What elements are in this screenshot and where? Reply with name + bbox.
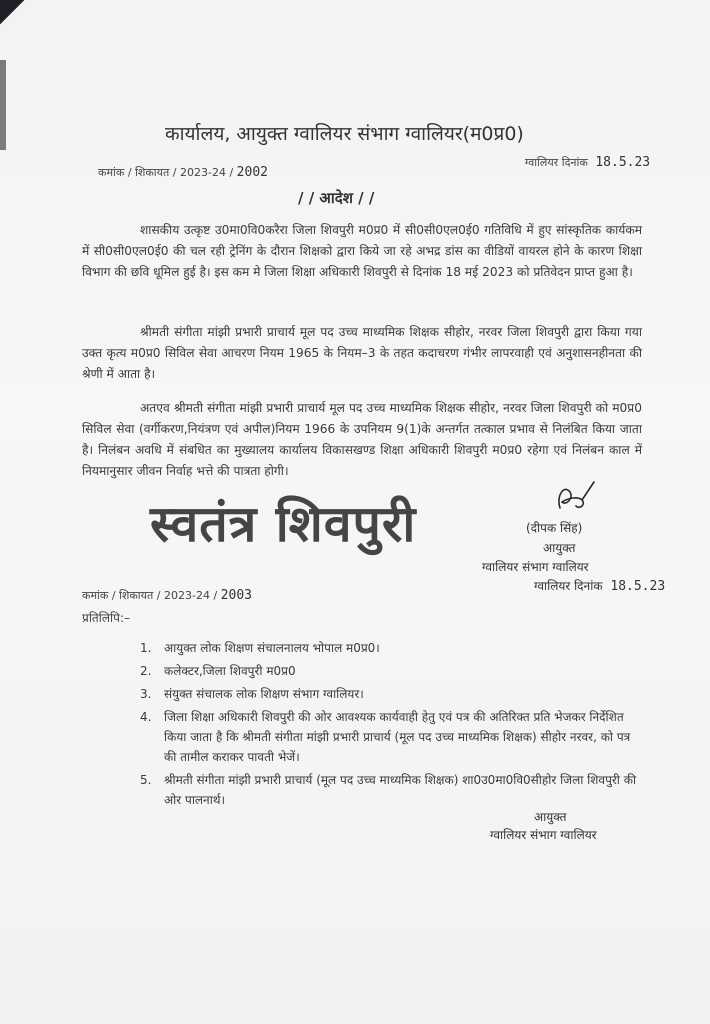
signatory-role: आयुक्त (543, 541, 576, 555)
list-item-number: 2. (140, 664, 152, 678)
signature-handwritten-date: 18.5.23 (610, 579, 666, 594)
signature-date-label: ग्वालियर दिनांक (534, 579, 603, 593)
copy-reference-number (82, 588, 252, 603)
copy-reference-label: कमांक / शिकायत / 2023-24 / (82, 589, 218, 602)
list-item-text: संयुक्त संचालक लोक शिक्षण संभाग ग्वालियर। (164, 687, 364, 701)
scan-edge-mark (0, 0, 40, 40)
reference-number (98, 165, 268, 180)
order-heading: / / आदेश / / (298, 189, 375, 207)
signatory-office: ग्वालियर संभाग ग्वालियर (482, 560, 589, 574)
list-item (140, 707, 640, 767)
watermark-overlay: स्वतंत्र शिवपुरी (150, 495, 417, 553)
copy-recipient-list (140, 630, 640, 810)
scan-edge-strip (0, 60, 6, 150)
list-item-number: 4. (140, 710, 152, 724)
list-item (140, 661, 640, 681)
handwritten-signature (552, 478, 602, 518)
reference-label: कमांक / शिकायत / 2023-24 / (98, 166, 234, 179)
office-title: कार्यालय, आयुक्त ग्वालियर संभाग ग्वालियर(म0प्र0) (165, 123, 524, 145)
list-item-number: 1. (140, 641, 152, 655)
issue-date (525, 155, 650, 170)
signature-date (534, 577, 665, 594)
list-item-text: आयुक्त लोक शिक्षण संचालनालय भोपाल म0प्र0। (164, 641, 380, 655)
list-item-text: कलेक्टर,जिला शिवपुरी म0प्र0 (164, 664, 296, 678)
list-item-number: 5. (140, 773, 152, 787)
handwritten-date: 18.5.23 (595, 155, 651, 170)
list-item-text: जिला शिक्षा अधिकारी शिवपुरी की ओर आवश्यक कार्यवाही हेतु एवं पत्र की अतिरिक्त प्रति भेजकर निर्देशित किया जाता है कि श्रीमती संगीता मांझी प्रभारी प्राचार्य (मूल पद उच्च माध्यमिक शिक्षक) सीहोर नरवर, को पत्र की तामील कराकर पावती भेजें। (164, 710, 631, 764)
list-item-text: श्रीमती संगीता मांझी प्रभारी प्राचार्य (मूल पद उच्च माध्यमिक शिक्षक) शा0उ0मा0वि0सीहोर जिला शिवपुरी की ओर पालनार्थ। (164, 773, 637, 807)
order-paragraph-2: श्रीमती संगीता मांझी प्रभारी प्राचार्य मूल पद उच्च माध्यमिक शिक्षक सीहोर, नरवर जिला शिवपुरी द्वारा किया गया उक्त कृत्य म0प्र0 सिविल सेवा आचरण नियम 1965 के नियम–3 के तहत कदाचरण गंभीर लापरवाही एवं अनुशासनहीनता की श्रेणी में आता है। (82, 325, 642, 382)
date-label: ग्वालियर दिनांक (525, 156, 588, 169)
order-paragraph-1: शासकीय उत्कृष्ट उ0मा0वि0करैरा जिला शिवपुरी म0प्र0 में सी0सी0एल0ई0 गतिविधि में हुए सांस्कृतिक कार्यकम में सी0सी0एल0ई0 की चल रही ट्रेनिंग के दौरान शिक्षको द्वारा किये जा रहे अभद्र डांस का वीडियों वायरल होने के कारण शिक्षा विभाग की छवि धूमिल हुई है। इस कम मे जिला शिक्षा अधिकारी शिवपुरी से दिनांक 18 मई 2023 को प्रतिवेदन प्राप्त हुआ है। (82, 223, 642, 280)
list-item (140, 638, 640, 658)
list-item (140, 770, 640, 810)
copy-reference-handwritten-number: 2003 (220, 588, 252, 603)
signatory-name: (दीपक सिंह) (526, 521, 583, 535)
closing-office: ग्वालियर संभाग ग्वालियर (490, 828, 597, 842)
copy-to-label: प्रतिलिपि:– (82, 611, 130, 625)
reference-handwritten-number: 2002 (236, 165, 268, 180)
list-item-number: 3. (140, 687, 152, 701)
list-item (140, 684, 640, 704)
closing-role: आयुक्त (534, 810, 567, 824)
order-paragraph-3: अतएव श्रीमती संगीता मांझी प्रभारी प्राचार्य मूल पद उच्च माध्यमिक शिक्षक सीहोर, नरवर जिला शिवपुरी को म0प्र0 सिविल सेवा (वर्गीकरण,नियंत्रण एवं अपील)नियम 1966 के उपनियम 9(1)के अन्तर्गत तत्काल प्रभाव से निलंबित किया जाता है। निलंबन अवधि में संबधित का मुख्यालय कार्यालय विकासखण्ड शिक्षा अधिकारी शिवपुरी म0प्र0 रहेगा एवं निलंबन काल में नियमानुसार जीवन निर्वाह भत्ते की पात्रता होगी। (82, 401, 642, 479)
